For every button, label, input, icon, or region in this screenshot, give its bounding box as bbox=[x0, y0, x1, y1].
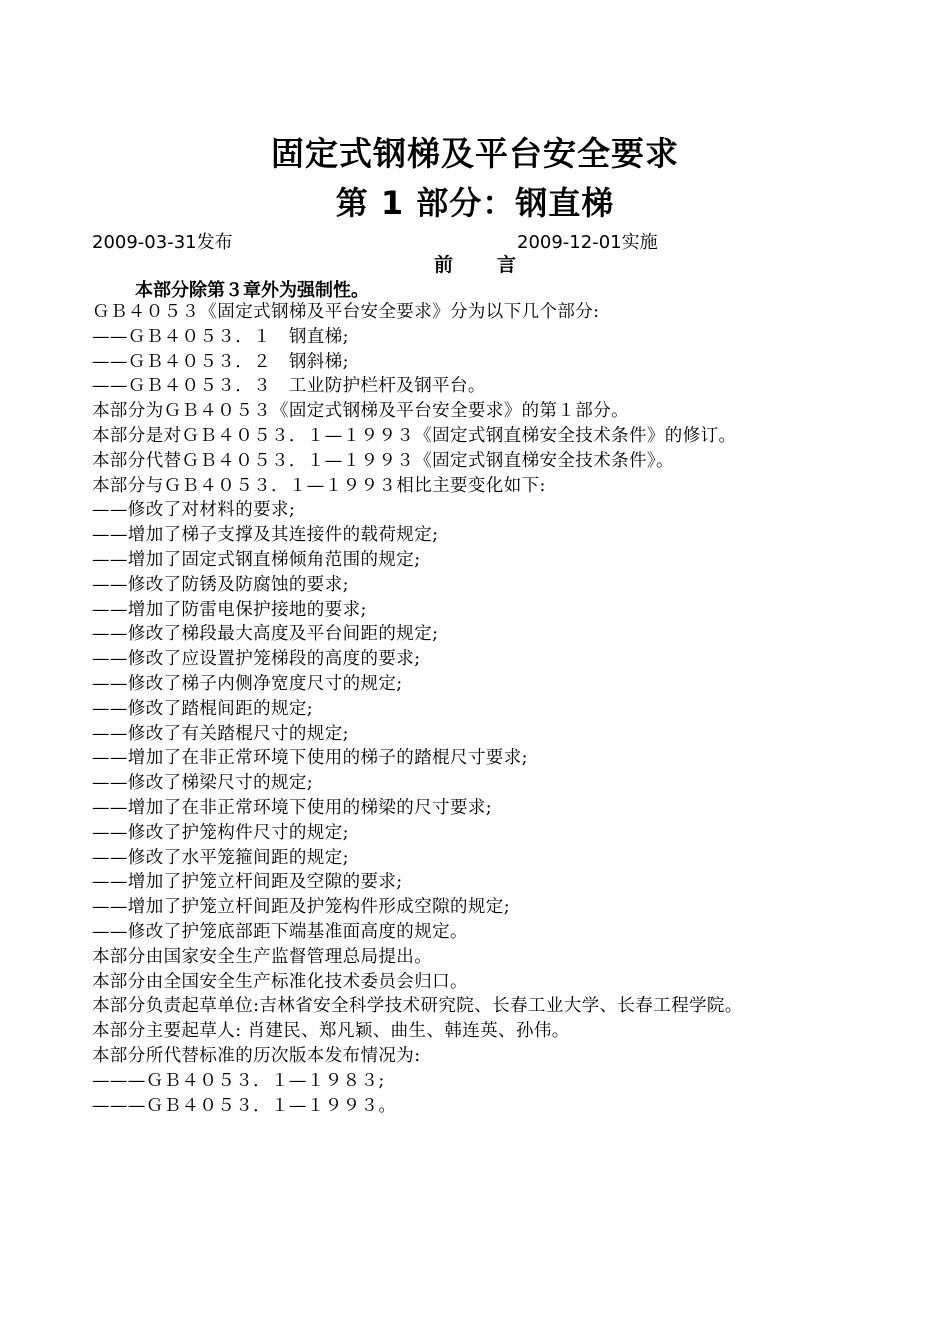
foreword-line: ——增加了护笼立杆间距及护笼构件形成空隙的规定; bbox=[92, 897, 510, 918]
foreword-heading bbox=[0, 250, 950, 277]
foreword-line: ———ＧＢ４０５３．１—１９８３; bbox=[92, 1070, 385, 1091]
foreword-line: 本部分是对ＧＢ４０５３．１—１９９３《固定式钢直梯安全技术条件》的修订。 bbox=[92, 425, 737, 446]
foreword-line: 本部分为ＧＢ４０５３《固定式钢梯及平台安全要求》的第１部分。 bbox=[92, 401, 629, 422]
foreword-line: ＧＢ４０５３《固定式钢梯及平台安全要求》分为以下几个部分: bbox=[92, 302, 600, 322]
foreword-heading-char: 前 bbox=[433, 254, 453, 276]
foreword-line: ——ＧＢ４０５３．２ 钢斜梯; bbox=[92, 351, 349, 372]
foreword-line: ——增加了护笼立杆间距及空隙的要求; bbox=[92, 872, 403, 893]
foreword-line: 本部分代替ＧＢ４０５３．１—１９９３《固定式钢直梯安全技术条件》。 bbox=[92, 450, 674, 471]
foreword-line: ——修改了护笼底部距下端基准面高度的规定。 bbox=[92, 921, 468, 942]
foreword-line: ——修改了应设置护笼梯段的高度的要求; bbox=[92, 649, 421, 670]
foreword-line: ——修改了有关踏棍尺寸的规定; bbox=[92, 723, 349, 744]
foreword-line: ——修改了护笼构件尺寸的规定; bbox=[92, 822, 349, 843]
foreword-line: ——ＧＢ４０５３．３ 工业防护栏杆及钢平台。 bbox=[92, 376, 486, 397]
foreword-heading-char: 言 bbox=[497, 254, 517, 276]
foreword-line: ——修改了梯子内侧净宽度尺寸的规定; bbox=[92, 673, 403, 694]
foreword-line: 本部分负责起草单位:吉林省安全科学技术研究院、长春工业大学、长春工程学院。 bbox=[92, 996, 743, 1017]
document-subtitle: 第 1 部分：钢直梯 bbox=[335, 184, 615, 222]
foreword-line: 本部分由全国安全生产标准化技术委员会归口。 bbox=[92, 971, 468, 992]
foreword-line: ——修改了水平笼箍间距的规定; bbox=[92, 847, 349, 868]
mandatory-note: 本部分除第３章外为强制性。 bbox=[135, 280, 369, 301]
foreword-line: ———ＧＢ４０５３．１—１９９３。 bbox=[92, 1095, 397, 1116]
foreword-line: ——增加了梯子支撑及其连接件的载荷规定; bbox=[92, 525, 439, 546]
foreword-line: 本部分由国家安全生产监督管理总局提出。 bbox=[92, 946, 433, 967]
foreword-line: ——修改了踏棍间距的规定; bbox=[92, 698, 314, 719]
foreword-line: ——修改了梯段最大高度及平台间距的规定; bbox=[92, 624, 439, 645]
publish-date: 2009-03-31发布 bbox=[92, 232, 233, 253]
foreword-line: ——修改了防锈及防腐蚀的要求; bbox=[92, 574, 349, 595]
foreword-line: 本部分主要起草人: 肖建民、郑凡颖、曲生、韩连英、孙伟。 bbox=[92, 1021, 570, 1042]
effective-date: 2009-12-01实施 bbox=[517, 232, 658, 253]
foreword-line: 本部分所代替标准的历次版本发布情况为: bbox=[92, 1045, 421, 1066]
document-title: 固定式钢梯及平台安全要求 bbox=[271, 134, 679, 173]
foreword-line: 本部分与ＧＢ４０５３．１—１９９３相比主要变化如下: bbox=[92, 475, 546, 496]
foreword-line: ——增加了固定式钢直梯倾角范围的规定; bbox=[92, 549, 421, 570]
foreword-line: ——增加了在非正常环境下使用的梯子的踏棍尺寸要求; bbox=[92, 748, 528, 769]
foreword-line: ——增加了在非正常环境下使用的梯梁的尺寸要求; bbox=[92, 797, 493, 818]
foreword-line: ——增加了防雷电保护接地的要求; bbox=[92, 599, 367, 620]
foreword-line: ——ＧＢ４０５３．１ 钢直梯; bbox=[92, 326, 349, 347]
foreword-line: ——修改了对材料的要求; bbox=[92, 500, 296, 521]
foreword-line: ——修改了梯梁尺寸的规定; bbox=[92, 773, 314, 794]
foreword-body bbox=[92, 300, 942, 1118]
